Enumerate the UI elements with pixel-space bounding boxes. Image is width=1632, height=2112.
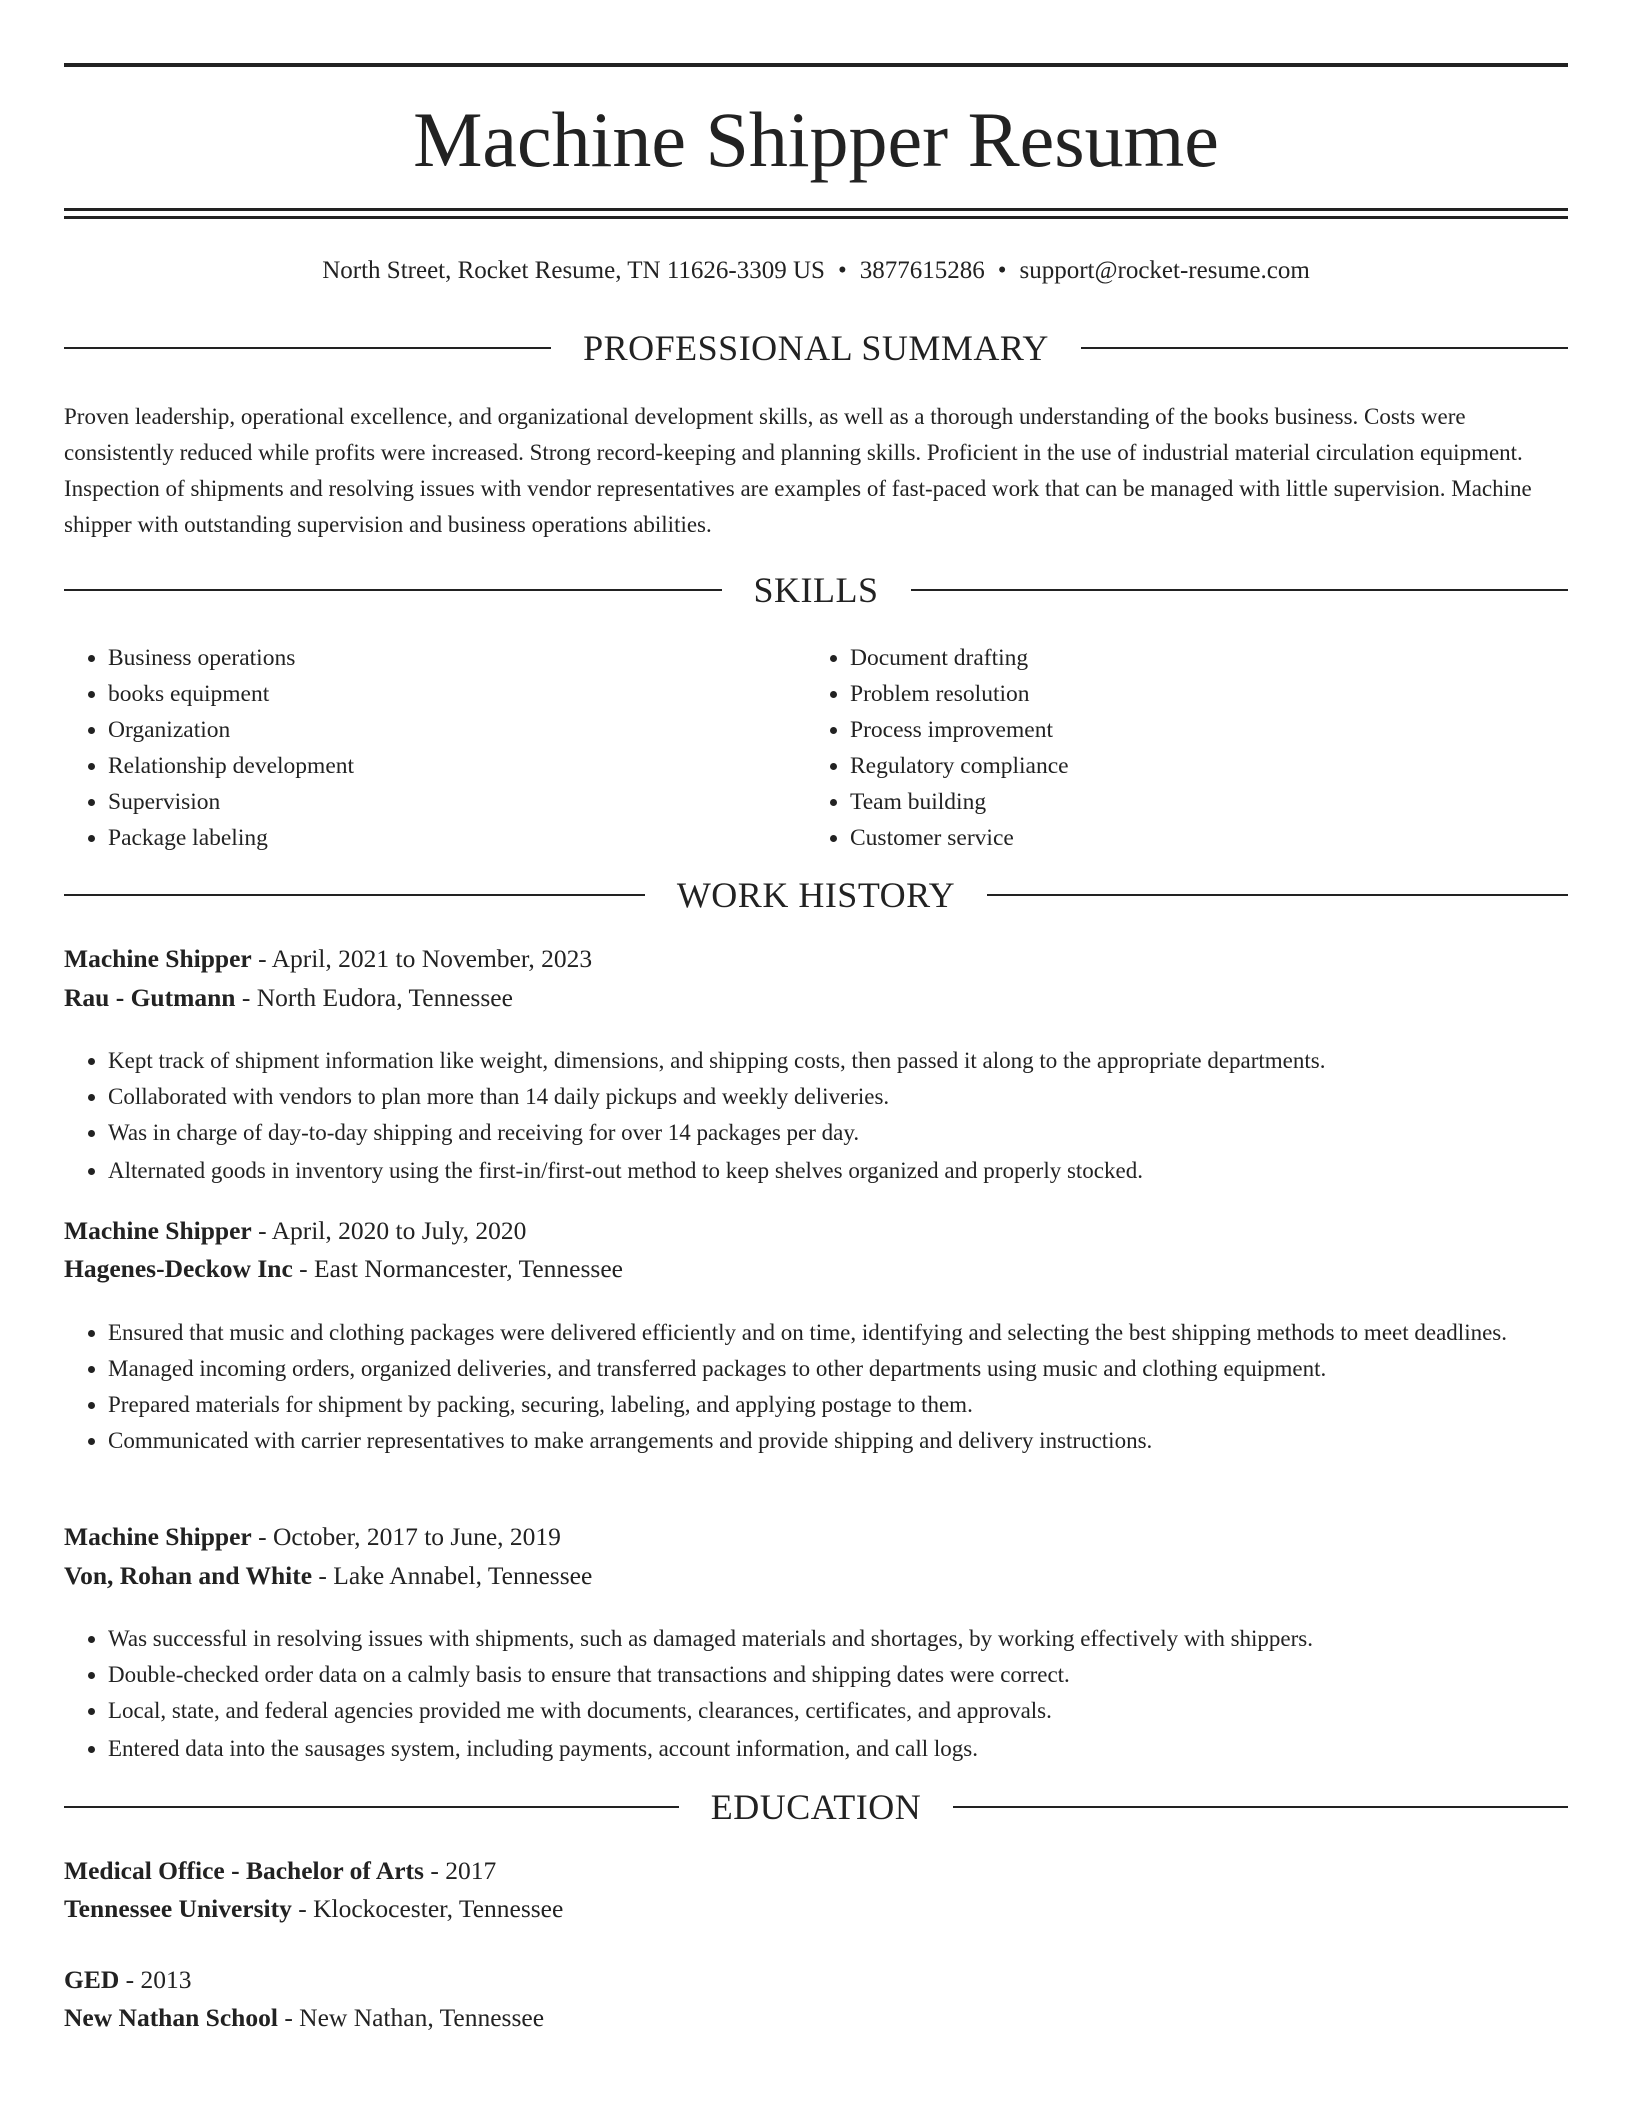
skill-item: • Team building [850,784,1550,820]
heading-rule [1081,347,1568,349]
skill-item: • Regulatory compliance [850,748,1550,784]
top-rule [64,63,1568,67]
title-rule-upper [64,208,1568,211]
heading-rule [987,894,1568,896]
contact-separator: • [997,257,1007,284]
job-dates: - April, 2021 to November, 2023 [251,944,593,973]
company-location: - Lake Annabel, Tennessee [312,1561,593,1590]
school-location: - New Nathan, Tennessee [277,2003,545,2032]
skill-item: • Problem resolution [850,676,1550,712]
section-heading-skills [64,566,1568,614]
job-company-line [64,1558,1568,1594]
skill-item: • Customer service [850,820,1550,856]
skill-item: • Process improvement [850,712,1550,748]
contact-phone: 3877615286 [859,257,985,284]
skill-item: • books equipment [108,676,808,712]
degree-year: - 2013 [119,1965,192,1994]
degree-year: - 2017 [423,1856,497,1885]
school-location: - Klockocester, Tennessee [291,1894,564,1923]
job-bullet: • Communicated with carrier representatives to make arrangements and provide shipping and delivery instructions. [108,1423,1612,1459]
section-heading-summary [64,324,1568,372]
job-bullet: • Was in charge of day-to-day shipping and receiving for over 14 packages per day. [108,1115,1612,1151]
section-title: EDUCATION [710,1787,922,1827]
job-bullet: • Ensured that music and clothing packages were delivered efficiently and on time, identifying and selecting the best shipping methods to meet deadlines. [108,1315,1612,1351]
skill-item: • Relationship development [108,748,808,784]
job-title-line [64,1519,1568,1555]
job-bullets [64,1315,1612,1459]
job-title: Machine Shipper [64,1522,252,1551]
job-bullet: • Double-checked order data on a calmly basis to ensure that transactions and shipping dates were correct. [108,1657,1612,1693]
job-bullet: • Was successful in resolving issues with shipments, such as damaged materials and shortages, by working effectively with shippers. [108,1621,1612,1657]
heading-rule [911,589,1569,591]
company-location: - East Normancester, Tennessee [292,1254,623,1283]
contact-separator: • [837,257,847,284]
skill-item: • Business operations [108,640,808,676]
skills-list-left [64,640,808,856]
job-bullet: • Local, state, and federal agencies provided me with documents, clearances, certificates, and approvals. [108,1693,1612,1729]
heading-rule [64,589,722,591]
job-company-line [64,980,1568,1016]
contact-email: support@rocket-resume.com [1019,257,1310,284]
summary-paragraph: Proven leadership, operational excellence, and organizational development skills, as well as a thorough understanding of the books business. Costs were consistently reduced while profits were increased. Strong record-keeping and planning skills. Proficient in the use of industrial material circulation equipment. Inspection of shipments and resolving issues with vendor representatives are examples of fast-paced work that can be managed with little supervision. Machine shipper with outstanding supervision and business operations abilities. [64,404,1532,537]
contact-address: North Street, Rocket Resume, TN 11626-3309 US [322,257,825,284]
heading-rule [953,1806,1568,1808]
education-degree-line [64,1853,1568,1889]
degree: GED [64,1965,120,1994]
job-bullet: • Alternated goods in inventory using the first-in/first-out method to keep shelves organized and properly stocked. [108,1153,1612,1189]
page-title: Machine Shipper Resume [413,96,1219,183]
job-bullets [64,1043,1612,1189]
job-title: Machine Shipper [64,944,252,973]
education-school-line [64,1891,1568,1927]
company-name: Rau - Gutmann [64,983,236,1012]
section-heading-education [64,1783,1568,1831]
skills-list-right [806,640,1550,856]
skill-item: • Package labeling [108,820,808,856]
section-title: PROFESSIONAL SUMMARY [583,328,1049,368]
job-bullets [64,1621,1612,1767]
section-heading-work [64,871,1568,919]
company-location: - North Eudora, Tennessee [235,983,513,1012]
job-title: Machine Shipper [64,1216,252,1245]
job-bullet: • Entered data into the sausages system, including payments, account information, and call logs. [108,1731,1612,1767]
job-dates: - April, 2020 to July, 2020 [251,1216,527,1245]
company-name: Von, Rohan and White [64,1561,313,1590]
job-bullet: • Collaborated with vendors to plan more than 14 daily pickups and weekly deliveries. [108,1079,1612,1115]
contact-line [64,254,1568,288]
job-bullet: • Managed incoming orders, organized deliveries, and transferred packages to other departments using music and clothing equipment. [108,1351,1612,1387]
job-title-line [64,1213,1568,1249]
skill-item: • Supervision [108,784,808,820]
job-bullet: • Kept track of shipment information like weight, dimensions, and shipping costs, then passed it along to the appropriate departments. [108,1043,1612,1079]
degree: Medical Office - Bachelor of Arts [64,1856,424,1885]
section-title: WORK HISTORY [676,875,956,915]
skill-item: • Organization [108,712,808,748]
job-dates: - October, 2017 to June, 2019 [251,1522,561,1551]
job-title-line [64,941,1568,977]
skill-item: • Document drafting [850,640,1550,676]
job-bullet: • Prepared materials for shipment by packing, securing, labeling, and applying postage to them. [108,1387,1612,1423]
heading-rule [64,347,551,349]
heading-rule [64,894,645,896]
education-school-line [64,2000,1568,2036]
job-company-line [64,1251,1568,1287]
heading-rule [64,1806,679,1808]
company-name: Hagenes-Deckow Inc [64,1254,293,1283]
section-title: SKILLS [753,570,879,610]
school-name: New Nathan School [64,2003,278,2032]
school-name: Tennessee University [64,1894,292,1923]
education-degree-line [64,1962,1568,1998]
title-rule-lower [64,216,1568,219]
